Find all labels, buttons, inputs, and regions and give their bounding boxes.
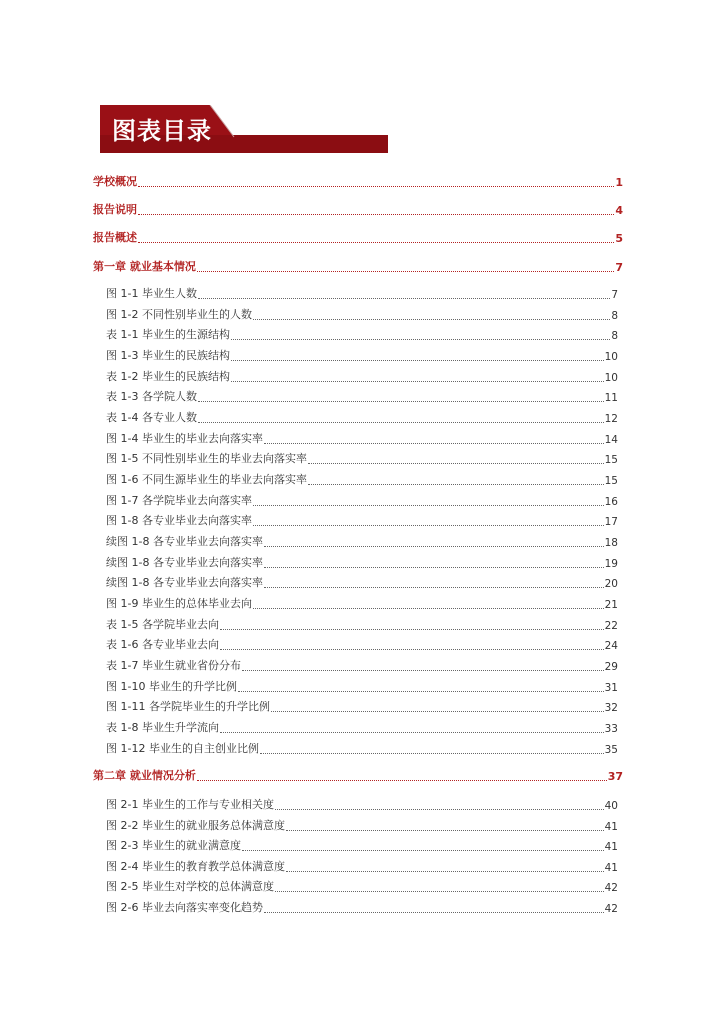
leader-dots bbox=[231, 369, 604, 382]
toc-entry[interactable] bbox=[106, 554, 618, 570]
toc-entry-page: 42 bbox=[604, 882, 618, 894]
toc-entry-label: 图 2-1 毕业生的工作与专业相关度 bbox=[106, 798, 274, 811]
toc-entry[interactable] bbox=[106, 347, 618, 363]
toc-entry-page: 5 bbox=[615, 232, 623, 245]
toc-entry[interactable] bbox=[106, 719, 618, 735]
toc-entry-label: 图 1-2 不同性别毕业生的人数 bbox=[106, 308, 252, 321]
leader-dots bbox=[220, 617, 604, 630]
toc-entry[interactable] bbox=[106, 698, 618, 714]
toc-entry-page: 12 bbox=[604, 413, 618, 425]
toc-entry-page: 17 bbox=[604, 516, 618, 528]
toc-entry[interactable] bbox=[106, 306, 618, 322]
toc-entry-page: 11 bbox=[604, 392, 618, 404]
leader-dots bbox=[138, 202, 614, 215]
toc-entry-page: 41 bbox=[604, 862, 618, 874]
toc-entry[interactable] bbox=[106, 430, 618, 446]
leader-dots bbox=[198, 389, 604, 402]
toc-entry-label: 图 1-6 不同生源毕业生的毕业去向落实率 bbox=[106, 473, 307, 486]
toc-entry-page: 18 bbox=[604, 537, 618, 549]
leader-dots bbox=[264, 431, 604, 444]
toc-entry[interactable] bbox=[106, 657, 618, 673]
toc-entry-label: 图 2-6 毕业去向落实率变化趋势 bbox=[106, 901, 263, 914]
toc-entry-page: 20 bbox=[604, 578, 618, 590]
leader-dots bbox=[264, 555, 604, 568]
leader-dots bbox=[264, 534, 604, 547]
leader-dots bbox=[264, 900, 604, 913]
toc-entry-label: 续图 1-8 各专业毕业去向落实率 bbox=[106, 556, 263, 569]
toc-entry-page: 7 bbox=[611, 289, 618, 301]
toc-entry-label: 表 1-3 各学院人数 bbox=[106, 390, 197, 403]
toc-entry-page: 37 bbox=[607, 770, 623, 783]
toc-entry[interactable] bbox=[106, 450, 618, 466]
leader-dots bbox=[138, 174, 614, 187]
toc-entry[interactable] bbox=[106, 326, 618, 342]
leader-dots bbox=[231, 327, 610, 340]
toc-entry-page: 16 bbox=[604, 496, 618, 508]
toc-entry-label: 图 1-7 各学院毕业去向落实率 bbox=[106, 494, 252, 507]
toc-entry[interactable] bbox=[106, 796, 618, 812]
leader-dots bbox=[197, 768, 607, 781]
toc-entry-label: 第一章 就业基本情况 bbox=[93, 260, 196, 273]
toc-entry-page: 40 bbox=[604, 800, 618, 812]
toc-entry[interactable] bbox=[106, 533, 618, 549]
toc-entry-label: 图 2-4 毕业生的教育教学总体满意度 bbox=[106, 860, 285, 873]
toc-entry[interactable] bbox=[106, 285, 618, 301]
leader-dots bbox=[197, 259, 615, 272]
toc-entry-label: 表 1-6 各专业毕业去向 bbox=[106, 638, 219, 651]
leader-dots bbox=[286, 859, 604, 872]
toc-entry-label: 图 1-1 毕业生人数 bbox=[106, 287, 197, 300]
toc-entry[interactable] bbox=[106, 512, 618, 528]
leader-dots bbox=[253, 513, 604, 526]
toc-entry-label: 图 1-10 毕业生的升学比例 bbox=[106, 680, 237, 693]
toc-entry-page: 14 bbox=[604, 434, 618, 446]
toc-entry-page: 7 bbox=[615, 261, 623, 274]
leader-dots bbox=[238, 679, 604, 692]
leader-dots bbox=[271, 699, 604, 712]
leader-dots bbox=[242, 658, 604, 671]
toc-entry-page: 31 bbox=[604, 682, 618, 694]
toc-entry[interactable] bbox=[106, 740, 618, 756]
toc-entry-page: 10 bbox=[604, 372, 618, 384]
toc-entry-page: 15 bbox=[604, 454, 618, 466]
toc-entry-page: 4 bbox=[615, 204, 623, 217]
toc-entry-page: 21 bbox=[604, 599, 618, 611]
leader-dots bbox=[231, 348, 604, 361]
leader-dots bbox=[198, 410, 604, 423]
toc-entry-label: 第二章 就业情况分析 bbox=[93, 769, 196, 782]
toc-entry-label: 图 1-4 毕业生的毕业去向落实率 bbox=[106, 432, 263, 445]
toc-entry-report-summary[interactable] bbox=[93, 229, 623, 245]
toc-entry-label: 学校概况 bbox=[93, 175, 137, 188]
toc-entry[interactable] bbox=[106, 388, 618, 404]
toc-entry-page: 32 bbox=[604, 702, 618, 714]
toc-entry-label: 图 1-8 各专业毕业去向落实率 bbox=[106, 514, 252, 527]
toc-entry-label: 图 1-5 不同性别毕业生的毕业去向落实率 bbox=[106, 452, 307, 465]
toc-entry-page: 24 bbox=[604, 640, 618, 652]
toc-entry-page: 42 bbox=[604, 903, 618, 915]
leader-dots bbox=[260, 741, 604, 754]
toc-entry-page: 19 bbox=[604, 558, 618, 570]
toc-entry[interactable] bbox=[106, 409, 618, 425]
leader-dots bbox=[138, 230, 614, 243]
toc-entry-page: 41 bbox=[604, 841, 618, 853]
leader-dots bbox=[286, 818, 604, 831]
toc-entry-label: 续图 1-8 各专业毕业去向落实率 bbox=[106, 576, 263, 589]
toc-entry[interactable] bbox=[106, 471, 618, 487]
toc-entry[interactable] bbox=[106, 616, 618, 632]
leader-dots bbox=[220, 720, 604, 733]
toc-entry[interactable] bbox=[106, 817, 618, 833]
toc-entry-page: 33 bbox=[604, 723, 618, 735]
toc-entry-page: 29 bbox=[604, 661, 618, 673]
toc-banner bbox=[100, 105, 388, 153]
leader-dots bbox=[253, 596, 604, 609]
leader-dots bbox=[308, 451, 604, 464]
toc-entry[interactable] bbox=[106, 858, 618, 874]
leader-dots bbox=[264, 575, 604, 588]
toc-entry[interactable] bbox=[106, 678, 618, 694]
toc-entry-chapter-2[interactable] bbox=[93, 767, 623, 783]
toc-entry-label: 图 1-3 毕业生的民族结构 bbox=[106, 349, 230, 362]
toc-entry-label: 图 1-12 毕业生的自主创业比例 bbox=[106, 742, 259, 755]
toc-entry-label: 图 2-5 毕业生对学校的总体满意度 bbox=[106, 880, 274, 893]
toc-entry-page: 8 bbox=[611, 330, 618, 342]
leader-dots bbox=[275, 879, 604, 892]
toc-entry[interactable] bbox=[106, 837, 618, 853]
toc-entry-label: 图 1-11 各学院毕业生的升学比例 bbox=[106, 700, 270, 713]
toc-entry-school-overview[interactable] bbox=[93, 173, 623, 189]
leader-dots bbox=[275, 797, 604, 810]
toc-entry[interactable] bbox=[106, 878, 618, 894]
toc-entry-page: 8 bbox=[611, 310, 618, 322]
toc-title: 图表目录 bbox=[112, 117, 212, 145]
toc-entry-label: 报告概述 bbox=[93, 231, 137, 244]
leader-dots bbox=[308, 472, 604, 485]
toc-entry[interactable] bbox=[106, 492, 618, 508]
leader-dots bbox=[253, 307, 610, 320]
toc-entry[interactable] bbox=[106, 899, 618, 915]
toc-entry-label: 续图 1-8 各专业毕业去向落实率 bbox=[106, 535, 263, 548]
toc-entry-label: 表 1-7 毕业生就业省份分布 bbox=[106, 659, 241, 672]
toc-entry-label: 表 1-2 毕业生的民族结构 bbox=[106, 370, 230, 383]
toc-entry-label: 表 1-4 各专业人数 bbox=[106, 411, 197, 424]
toc-entry-report-notes[interactable] bbox=[93, 201, 623, 217]
toc-entry-label: 表 1-8 毕业生升学流向 bbox=[106, 721, 219, 734]
leader-dots bbox=[198, 286, 610, 299]
toc-entry-page: 35 bbox=[604, 744, 618, 756]
toc-entry-label: 表 1-1 毕业生的生源结构 bbox=[106, 328, 230, 341]
toc-entry-label: 图 2-3 毕业生的就业满意度 bbox=[106, 839, 241, 852]
toc-entry-page: 15 bbox=[604, 475, 618, 487]
toc-entry-label: 表 1-5 各学院毕业去向 bbox=[106, 618, 219, 631]
leader-dots bbox=[242, 838, 604, 851]
toc-entry-page: 10 bbox=[604, 351, 618, 363]
toc-entry-chapter-1[interactable] bbox=[93, 258, 623, 274]
toc-entry[interactable] bbox=[106, 368, 618, 384]
toc-entry-page: 41 bbox=[604, 821, 618, 833]
toc-entry-label: 报告说明 bbox=[93, 203, 137, 216]
toc-entry[interactable] bbox=[106, 595, 618, 611]
leader-dots bbox=[253, 493, 604, 506]
toc-entry-page: 22 bbox=[604, 620, 618, 632]
toc-entry[interactable] bbox=[106, 574, 618, 590]
toc-entry[interactable] bbox=[106, 636, 618, 652]
leader-dots bbox=[220, 637, 604, 650]
toc-entry-page: 1 bbox=[615, 176, 623, 189]
toc-entry-label: 图 2-2 毕业生的就业服务总体满意度 bbox=[106, 819, 285, 832]
toc-entry-label: 图 1-9 毕业生的总体毕业去向 bbox=[106, 597, 252, 610]
